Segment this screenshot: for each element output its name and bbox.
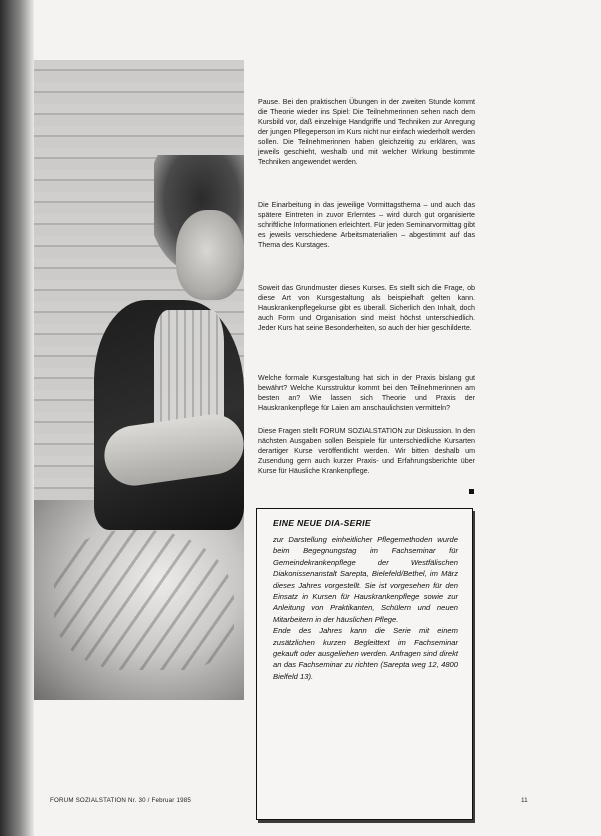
info-box-paragraph-2: Ende des Jahres kann die Serie mit einem zusätzlichen kurzen Begleittext im Fachseminar gekauft oder ausgeliehen werden. Anfragen sind direkt an das Fachseminar zu richten (Sarepta weg 12, 4800 Bielfeld 13). [273, 626, 458, 681]
article-paragraph-1: Pause. Bei den praktischen Übungen in der zweiten Stunde kommt die Theorie wieder ins Spiel: Die Teilnehmerinnen sehen nach dem Kursbild vor, daß einzelnige Handgriffe und Techniken zur Anregung der jungen Pflegeperson im Kurs nicht nur einfach wiederholt werden sollen. Die Teilnehmerinnen haben gleichzeitig zu erklären, was jeweils geschieht, weshalb und mit welcher Wirkung bestimmte Techniken angewendet werden. [258, 98, 475, 167]
photo-blanket-folds [54, 530, 234, 670]
info-box-paragraph-1: zur Darstellung einheitlicher Pflegemethoden wurde beim Begegnungstag im Fachseminar für Gemeindekrankenpflege der Westfälischen Diakonissenanstalt Sarepta, Bielefeld/Bethel, im März dieses Jahres vorgestellt. Sie ist vorgesehen für den Einsatz in Kursen für Hauskrankenpflege sowie zur Anleitung von Praktikanten, Schülern und neuen Mitarbeitern in der häuslichen Pflege. [273, 535, 458, 624]
article-end-mark [469, 489, 474, 494]
footer-page-number: 11 [521, 797, 528, 804]
photo-caregiver-with-patient [34, 60, 244, 700]
article-paragraph-3: Soweit das Grundmuster dieses Kurses. Es stellt sich die Frage, ob diese Art von Kursgestaltung als beispielhaft gelten kann. Hauskrankenpflegekurse gibt es überall. Sicherlich den Inhalt, doch auch Form und Organisation sind meist höchst unterschiedlich. Jeder Kurs hat seine Besonderheiten, so auch der hier geschilderte. [258, 284, 475, 333]
article-paragraph-2: Die Einarbeitung in das jeweilige Vormittagsthema – und auch das spätere Eintreten in zuvor Erlerntes – wird durch gut organisierte schriftliche Informationen erleichtert. Für jeden Seminarvormittag gibt es jeweils verschiedene Arbeitsmaterialien – abgestimmt auf das Thema des Kurstages. [258, 201, 475, 250]
photo-face [176, 210, 244, 300]
article-paragraph-5: Diese Fragen stellt FORUM SOZIALSTATION zur Diskussion. In den nächsten Ausgaben sollen Beispiele für unterschiedliche Kursarten derartiger Kurse veröffentlicht werden. Wir bitten deshalb um Zusendung gern auch kurzer Praxis- und Erfahrungsberichte über Kurse für Häusliche Krankenpflege. [258, 427, 475, 476]
info-box-title: EINE NEUE DIA-SERIE [273, 518, 371, 528]
footer-publication: FORUM SOZIALSTATION Nr. 30 / Februar 1985 [50, 797, 192, 804]
article-paragraph-4: Welche formale Kursgestaltung hat sich in der Praxis bislang gut bewährt? Welche Kursstruktur kommt bei den Teilnehmerinnen am besten an? Wie lassen sich Theorie und Praxis der Hauskrankenpflege für Laien am anschaulichsten vermitteln? [258, 374, 475, 413]
page-binding-shadow [0, 0, 34, 836]
info-box-text [273, 534, 458, 682]
